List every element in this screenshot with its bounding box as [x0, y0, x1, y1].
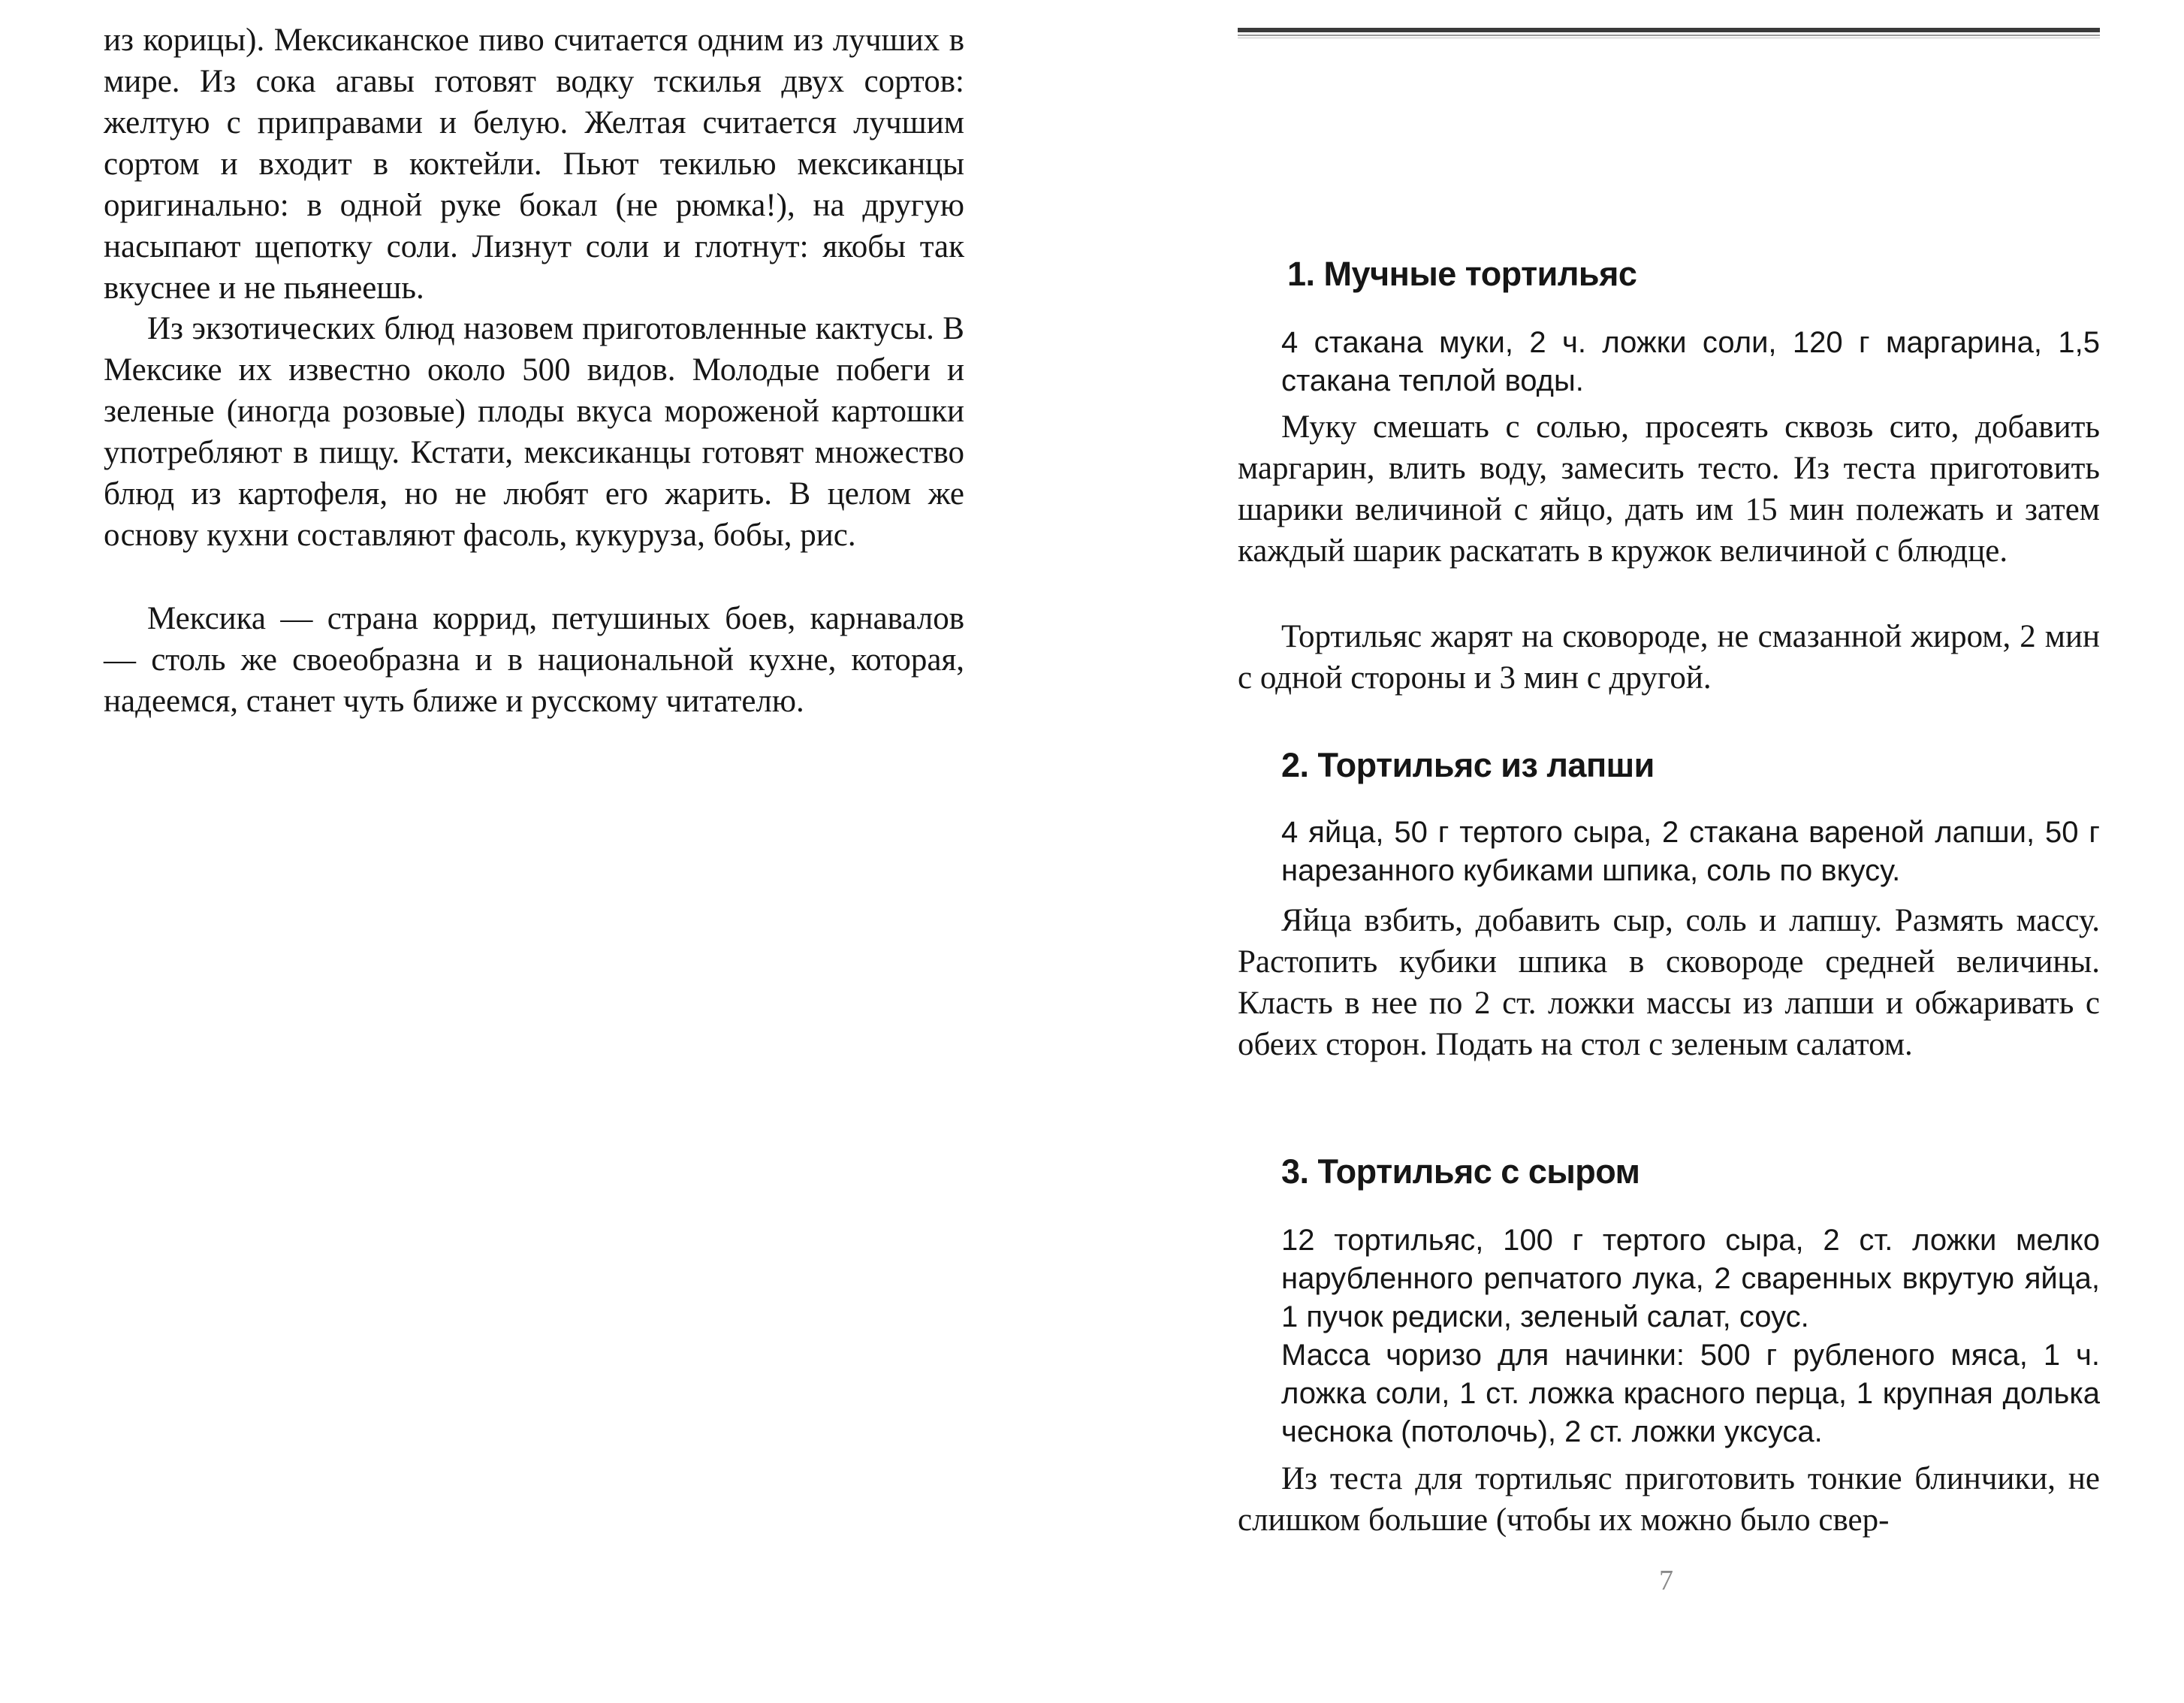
recipe-ingredients: 12 тортильяс, 100 г тертого сыра, 2 ст. ложки мелко нарубленного репчатого лука, 2 сваренных вкрутую яйца, 1 пучок редиски, зеленый салат, соус.: [1281, 1224, 2100, 1333]
recipe-ingredients: 4 стакана муки, 2 ч. ложки соли, 120 г маргарина, 1,5 стакана теплой воды.: [1281, 326, 2100, 397]
recipe-ingredients-extra: Масса чоризо для начинки: 500 г рубленого мяса, 1 ч. ложка соли, 1 ст. ложка красного перца, 1 крупная долька чеснока (потолочь), 2 ст. ложки уксуса.: [1281, 1339, 2100, 1448]
recipe-title: 1. Мучные тортильяс: [1287, 255, 1637, 293]
header-rule: [1238, 28, 2100, 38]
page-number: 7: [1659, 1565, 1673, 1596]
body-paragraph: Из экзотических блюд назовем приготовленные кактусы. В Мексике их известно около 500 видов. Молодые побеги и зеленые (иногда розовые) плоды вкуса мороженой картошки употребляют в пищу. Кстати, мексиканцы готовят множество блюд из картофеля, но не любят его жарить. В целом же основу кухни составляют фасоль, кукуруза, бобы, рис.: [104, 311, 964, 553]
body-paragraph: Мексика — страна коррид, петушиных боев, карнавалов — столь же своеобразна и в национальной кухне, которая, надеемся, станет чуть ближе и русскому читателю.: [104, 601, 964, 719]
recipe-title: 2. Тортильяс из лапши: [1281, 746, 1655, 784]
recipe-ingredients: 4 яйца, 50 г тертого сыра, 2 стакана вареной лапши, 50 г нарезанного кубиками шпика, соль по вкусу.: [1281, 816, 2100, 887]
recipe-step: Из теста для тортильяс приготовить тонкие блинчики, не слишком большие (чтобы их можно было свер-: [1238, 1461, 2100, 1538]
right-page: [1238, 0, 2100, 1703]
body-paragraph: из корицы). Мексиканское пиво считается одним из лучших в мире. Из сока агавы готовят водку тскилья двух сортов: желтую с приправами и белую. Желтая считается лучшим сортом и входит в коктейли. Пьют текилью мексиканцы оригинально: в одной руке бокал (не рюмка!), на другую насыпают щепотку соли. Лизнут соли и глотнут: якобы так вкуснее и не пьянеешь.: [104, 23, 964, 306]
recipe-step: Яйца взбить, добавить сыр, соль и лапшу. Размять массу. Растопить кубики шпика в сковороде средней величины. Класть в нее по 2 ст. ложки массы из лапши и обжаривать с обеих сторон. Подать на стол с зеленым салатом.: [1238, 903, 2100, 1062]
recipe-step: Муку смешать с солью, просеять сквозь сито, добавить маргарин, влить воду, замесить тесто. Из теста приготовить шарики величиной с яйцо, дать им 15 мин полежать и затем каждый шарик раскатать в кружок величиной с блюдце.: [1238, 409, 2100, 569]
recipe-title: 3. Тортильяс с сыром: [1281, 1152, 1640, 1191]
left-page: [104, 0, 964, 1703]
recipe-step: Тортильяс жарят на сковороде, не смазанной жиром, 2 мин с одной стороны и 3 мин с другой.: [1238, 619, 2100, 696]
